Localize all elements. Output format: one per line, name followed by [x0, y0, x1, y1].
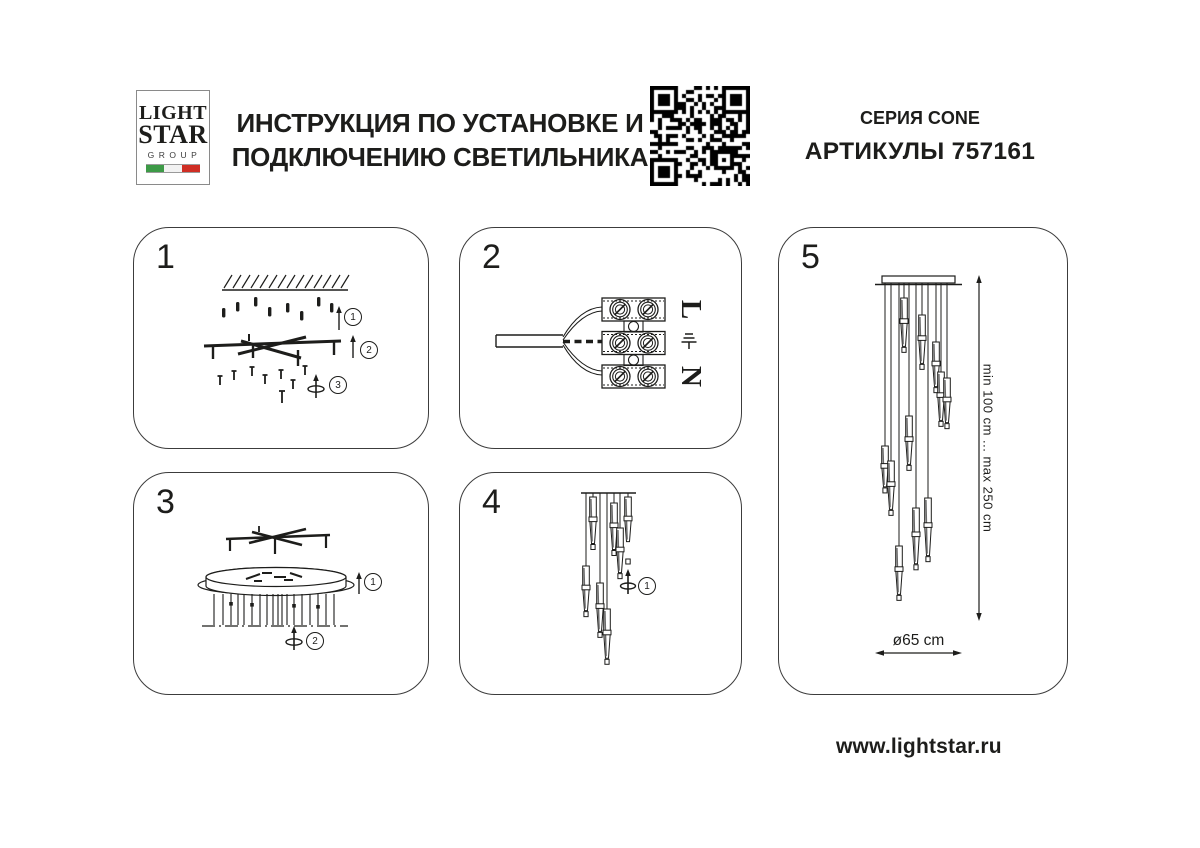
pendant-cone [943, 283, 951, 429]
step-marker: 1 [638, 577, 656, 595]
pendant-cone [624, 493, 632, 542]
pendant-cone [589, 493, 597, 550]
panel-step-1 [133, 227, 429, 449]
screw-turn-icon [621, 569, 636, 594]
step-marker: 2 [360, 341, 378, 359]
panel-number: 4 [482, 483, 501, 521]
panel-number: 5 [801, 238, 820, 276]
logo-line3: GROUP [147, 150, 202, 160]
qr-code [650, 86, 750, 186]
panel-number: 3 [156, 483, 175, 521]
screw-turn-icon [308, 374, 324, 398]
panel-step-3 [133, 472, 429, 695]
diagram-wiring [460, 228, 743, 450]
pendant-cone [582, 493, 590, 617]
articles-label: АРТИКУЛЫ 757161 [804, 138, 1036, 165]
italian-flag-stripe [146, 164, 200, 173]
pendant-cone [900, 283, 908, 352]
diameter-dimension [875, 650, 962, 656]
diagram-final-fixture [779, 228, 1069, 696]
pendant-cone [603, 493, 611, 664]
detached-tip [626, 559, 630, 564]
step-marker: 3 [329, 376, 347, 394]
diagram-pendant-assembly [460, 473, 743, 696]
lightstar-logo [136, 90, 210, 185]
terminal-block [602, 298, 665, 388]
panel-step-5 [778, 227, 1068, 695]
diagram-canopy-mount [134, 473, 430, 696]
page-title [225, 106, 655, 174]
diagram-ceiling-anchors [134, 228, 430, 450]
website-url: www.lightstar.ru [836, 735, 1002, 758]
mounting-bracket [226, 526, 330, 554]
terminal-label-neutral: N [675, 366, 707, 387]
panel-step-4 [459, 472, 742, 695]
series-label: СЕРИЯ CONE [860, 108, 980, 128]
anchor-dowels [222, 297, 333, 321]
mounting-bracket [204, 334, 341, 366]
step-marker: 1 [344, 308, 362, 326]
title-line2: ПОДКЛЮЧЕНИЮ СВЕТИЛЬНИКА [231, 142, 649, 172]
screw-turn-icon [286, 626, 302, 650]
panel-number: 1 [156, 238, 175, 276]
title-line1: ИНСТРУКЦИЯ ПО УСТАНОВКЕ И [236, 108, 644, 138]
logo-line1: LIGHT [138, 102, 208, 124]
ground-symbol-icon [682, 334, 697, 349]
terminal-label-live: L [675, 299, 707, 320]
logo-line2: STAR [138, 120, 208, 149]
step-marker: 1 [364, 573, 382, 591]
step-marker: 2 [306, 632, 324, 650]
ceiling-plate [882, 276, 955, 283]
panel-number: 2 [482, 238, 501, 276]
product-info [795, 108, 1045, 166]
pendant-cone [918, 283, 926, 369]
screws [218, 366, 308, 403]
pendant-cone [596, 493, 604, 637]
height-range-label: min 100 cm ... max 250 cm [980, 363, 996, 533]
diameter-label: ø65 cm [892, 632, 945, 649]
pendant-cone [887, 283, 895, 515]
panel-step-2 [459, 227, 742, 449]
